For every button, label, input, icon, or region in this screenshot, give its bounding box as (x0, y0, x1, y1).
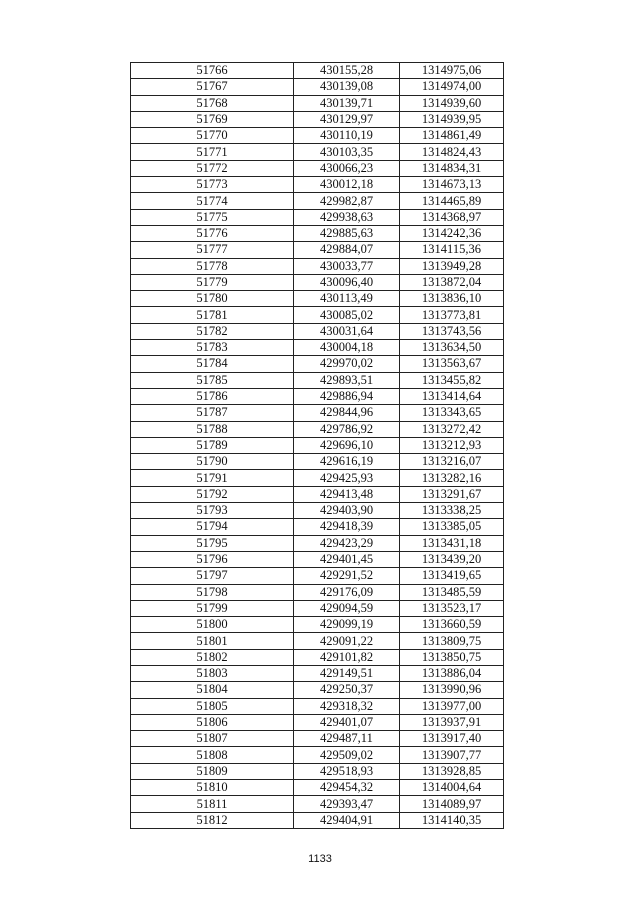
table-row (131, 193, 504, 209)
point-number-cell: 51803 (131, 665, 294, 681)
coordinate-table (130, 62, 504, 829)
point-number-cell: 51797 (131, 568, 294, 584)
x-coordinate-cell: 429401,07 (294, 714, 400, 730)
y-coordinate-cell: 1313272,42 (400, 421, 504, 437)
table-row (131, 225, 504, 241)
x-coordinate-cell: 430096,40 (294, 274, 400, 290)
y-coordinate-cell: 1313414,64 (400, 388, 504, 404)
point-number-cell: 51805 (131, 698, 294, 714)
x-coordinate-cell: 429099,19 (294, 617, 400, 633)
table-row (131, 291, 504, 307)
page-number: 1133 (308, 853, 332, 865)
y-coordinate-cell: 1313949,28 (400, 258, 504, 274)
point-number-cell: 51787 (131, 405, 294, 421)
table-row (131, 503, 504, 519)
point-number-cell: 51766 (131, 63, 294, 79)
table-row (131, 209, 504, 225)
y-coordinate-cell: 1313836,10 (400, 291, 504, 307)
x-coordinate-cell: 429250,37 (294, 682, 400, 698)
x-coordinate-cell: 429418,39 (294, 519, 400, 535)
point-number-cell: 51772 (131, 160, 294, 176)
table-row (131, 698, 504, 714)
x-coordinate-cell: 430031,64 (294, 323, 400, 339)
point-number-cell: 51777 (131, 242, 294, 258)
y-coordinate-cell: 1313634,50 (400, 340, 504, 356)
x-coordinate-cell: 429509,02 (294, 747, 400, 763)
x-coordinate-cell: 430004,18 (294, 340, 400, 356)
y-coordinate-cell: 1313809,75 (400, 633, 504, 649)
table-row (131, 128, 504, 144)
y-coordinate-cell: 1313385,05 (400, 519, 504, 535)
x-coordinate-cell: 430129,97 (294, 111, 400, 127)
y-coordinate-cell: 1313282,16 (400, 470, 504, 486)
x-coordinate-cell: 429149,51 (294, 665, 400, 681)
y-coordinate-cell: 1314465,89 (400, 193, 504, 209)
x-coordinate-cell: 429518,93 (294, 763, 400, 779)
point-number-cell: 51792 (131, 486, 294, 502)
x-coordinate-cell: 429886,94 (294, 388, 400, 404)
x-coordinate-cell: 429844,96 (294, 405, 400, 421)
y-coordinate-cell: 1313455,82 (400, 372, 504, 388)
table-row (131, 372, 504, 388)
y-coordinate-cell: 1313563,67 (400, 356, 504, 372)
point-number-cell: 51785 (131, 372, 294, 388)
y-coordinate-cell: 1314834,31 (400, 160, 504, 176)
table-row (131, 95, 504, 111)
point-number-cell: 51812 (131, 812, 294, 828)
table-row (131, 79, 504, 95)
point-number-cell: 51767 (131, 79, 294, 95)
x-coordinate-cell: 430113,49 (294, 291, 400, 307)
table-row (131, 405, 504, 421)
table-row (131, 649, 504, 665)
y-coordinate-cell: 1313990,96 (400, 682, 504, 698)
y-coordinate-cell: 1314004,64 (400, 780, 504, 796)
table-row (131, 242, 504, 258)
point-number-cell: 51793 (131, 503, 294, 519)
table-row (131, 388, 504, 404)
x-coordinate-cell: 430139,08 (294, 79, 400, 95)
point-number-cell: 51783 (131, 340, 294, 356)
x-coordinate-cell: 429982,87 (294, 193, 400, 209)
y-coordinate-cell: 1313773,81 (400, 307, 504, 323)
y-coordinate-cell: 1313485,59 (400, 584, 504, 600)
x-coordinate-cell: 429423,29 (294, 535, 400, 551)
table-row (131, 421, 504, 437)
table-row (131, 486, 504, 502)
point-number-cell: 51794 (131, 519, 294, 535)
table-row (131, 519, 504, 535)
point-number-cell: 51790 (131, 454, 294, 470)
point-number-cell: 51771 (131, 144, 294, 160)
table-row (131, 551, 504, 567)
table-row (131, 780, 504, 796)
y-coordinate-cell: 1314140,35 (400, 812, 504, 828)
x-coordinate-cell: 429616,19 (294, 454, 400, 470)
y-coordinate-cell: 1313216,07 (400, 454, 504, 470)
point-number-cell: 51795 (131, 535, 294, 551)
y-coordinate-cell: 1314368,97 (400, 209, 504, 225)
y-coordinate-cell: 1313937,91 (400, 714, 504, 730)
point-number-cell: 51780 (131, 291, 294, 307)
y-coordinate-cell: 1313917,40 (400, 731, 504, 747)
x-coordinate-cell: 430155,28 (294, 63, 400, 79)
point-number-cell: 51800 (131, 617, 294, 633)
point-number-cell: 51802 (131, 649, 294, 665)
table-row (131, 437, 504, 453)
y-coordinate-cell: 1313743,56 (400, 323, 504, 339)
y-coordinate-cell: 1313439,20 (400, 551, 504, 567)
point-number-cell: 51770 (131, 128, 294, 144)
table-row (131, 763, 504, 779)
x-coordinate-cell: 429413,48 (294, 486, 400, 502)
table-row (131, 714, 504, 730)
x-coordinate-cell: 429176,09 (294, 584, 400, 600)
table-row (131, 731, 504, 747)
y-coordinate-cell: 1313419,65 (400, 568, 504, 584)
point-number-cell: 51774 (131, 193, 294, 209)
y-coordinate-cell: 1313431,18 (400, 535, 504, 551)
x-coordinate-cell: 430103,35 (294, 144, 400, 160)
table-row (131, 307, 504, 323)
table-row (131, 454, 504, 470)
y-coordinate-cell: 1314861,49 (400, 128, 504, 144)
y-coordinate-cell: 1313886,04 (400, 665, 504, 681)
x-coordinate-cell: 429487,11 (294, 731, 400, 747)
point-number-cell: 51776 (131, 225, 294, 241)
y-coordinate-cell: 1314939,60 (400, 95, 504, 111)
table-row (131, 600, 504, 616)
x-coordinate-cell: 429786,92 (294, 421, 400, 437)
table-row (131, 568, 504, 584)
y-coordinate-cell: 1313523,17 (400, 600, 504, 616)
table-row (131, 796, 504, 812)
table-row (131, 356, 504, 372)
table-row (131, 812, 504, 828)
y-coordinate-cell: 1314242,36 (400, 225, 504, 241)
point-number-cell: 51808 (131, 747, 294, 763)
point-number-cell: 51799 (131, 600, 294, 616)
table-row (131, 177, 504, 193)
point-number-cell: 51786 (131, 388, 294, 404)
table-row (131, 633, 504, 649)
point-number-cell: 51796 (131, 551, 294, 567)
y-coordinate-cell: 1314673,13 (400, 177, 504, 193)
table-row (131, 535, 504, 551)
x-coordinate-cell: 429094,59 (294, 600, 400, 616)
table-row (131, 340, 504, 356)
y-coordinate-cell: 1313338,25 (400, 503, 504, 519)
point-number-cell: 51791 (131, 470, 294, 486)
table-row (131, 160, 504, 176)
table-row (131, 111, 504, 127)
x-coordinate-cell: 429091,22 (294, 633, 400, 649)
x-coordinate-cell: 430033,77 (294, 258, 400, 274)
point-number-cell: 51811 (131, 796, 294, 812)
y-coordinate-cell: 1314089,97 (400, 796, 504, 812)
point-number-cell: 51773 (131, 177, 294, 193)
y-coordinate-cell: 1314975,06 (400, 63, 504, 79)
y-coordinate-cell: 1314939,95 (400, 111, 504, 127)
point-number-cell: 51789 (131, 437, 294, 453)
table-row (131, 747, 504, 763)
y-coordinate-cell: 1313343,65 (400, 405, 504, 421)
table-row (131, 665, 504, 681)
point-number-cell: 51807 (131, 731, 294, 747)
x-coordinate-cell: 430110,19 (294, 128, 400, 144)
x-coordinate-cell: 430139,71 (294, 95, 400, 111)
x-coordinate-cell: 429893,51 (294, 372, 400, 388)
table-row (131, 258, 504, 274)
x-coordinate-cell: 429404,91 (294, 812, 400, 828)
x-coordinate-cell: 430066,23 (294, 160, 400, 176)
x-coordinate-cell: 430085,02 (294, 307, 400, 323)
table-row (131, 63, 504, 79)
x-coordinate-cell: 429291,52 (294, 568, 400, 584)
x-coordinate-cell: 429101,82 (294, 649, 400, 665)
x-coordinate-cell: 430012,18 (294, 177, 400, 193)
point-number-cell: 51798 (131, 584, 294, 600)
point-number-cell: 51809 (131, 763, 294, 779)
y-coordinate-cell: 1313977,00 (400, 698, 504, 714)
y-coordinate-cell: 1313660,59 (400, 617, 504, 633)
y-coordinate-cell: 1313850,75 (400, 649, 504, 665)
point-number-cell: 51779 (131, 274, 294, 290)
point-number-cell: 51775 (131, 209, 294, 225)
table-row (131, 682, 504, 698)
point-number-cell: 51784 (131, 356, 294, 372)
x-coordinate-cell: 429401,45 (294, 551, 400, 567)
table-row (131, 144, 504, 160)
y-coordinate-cell: 1314115,36 (400, 242, 504, 258)
y-coordinate-cell: 1313907,77 (400, 747, 504, 763)
point-number-cell: 51801 (131, 633, 294, 649)
table-row (131, 617, 504, 633)
table-row (131, 470, 504, 486)
point-number-cell: 51781 (131, 307, 294, 323)
point-number-cell: 51810 (131, 780, 294, 796)
point-number-cell: 51804 (131, 682, 294, 698)
coordinate-table-body (131, 63, 504, 829)
x-coordinate-cell: 429938,63 (294, 209, 400, 225)
x-coordinate-cell: 429970,02 (294, 356, 400, 372)
table-row (131, 584, 504, 600)
y-coordinate-cell: 1313928,85 (400, 763, 504, 779)
y-coordinate-cell: 1313291,67 (400, 486, 504, 502)
y-coordinate-cell: 1313212,93 (400, 437, 504, 453)
x-coordinate-cell: 429885,63 (294, 225, 400, 241)
point-number-cell: 51768 (131, 95, 294, 111)
point-number-cell: 51782 (131, 323, 294, 339)
table-row (131, 274, 504, 290)
y-coordinate-cell: 1313872,04 (400, 274, 504, 290)
x-coordinate-cell: 429393,47 (294, 796, 400, 812)
x-coordinate-cell: 429454,32 (294, 780, 400, 796)
x-coordinate-cell: 429696,10 (294, 437, 400, 453)
point-number-cell: 51806 (131, 714, 294, 730)
x-coordinate-cell: 429318,32 (294, 698, 400, 714)
x-coordinate-cell: 429884,07 (294, 242, 400, 258)
x-coordinate-cell: 429425,93 (294, 470, 400, 486)
x-coordinate-cell: 429403,90 (294, 503, 400, 519)
point-number-cell: 51788 (131, 421, 294, 437)
table-row (131, 323, 504, 339)
point-number-cell: 51778 (131, 258, 294, 274)
y-coordinate-cell: 1314824,43 (400, 144, 504, 160)
point-number-cell: 51769 (131, 111, 294, 127)
y-coordinate-cell: 1314974,00 (400, 79, 504, 95)
